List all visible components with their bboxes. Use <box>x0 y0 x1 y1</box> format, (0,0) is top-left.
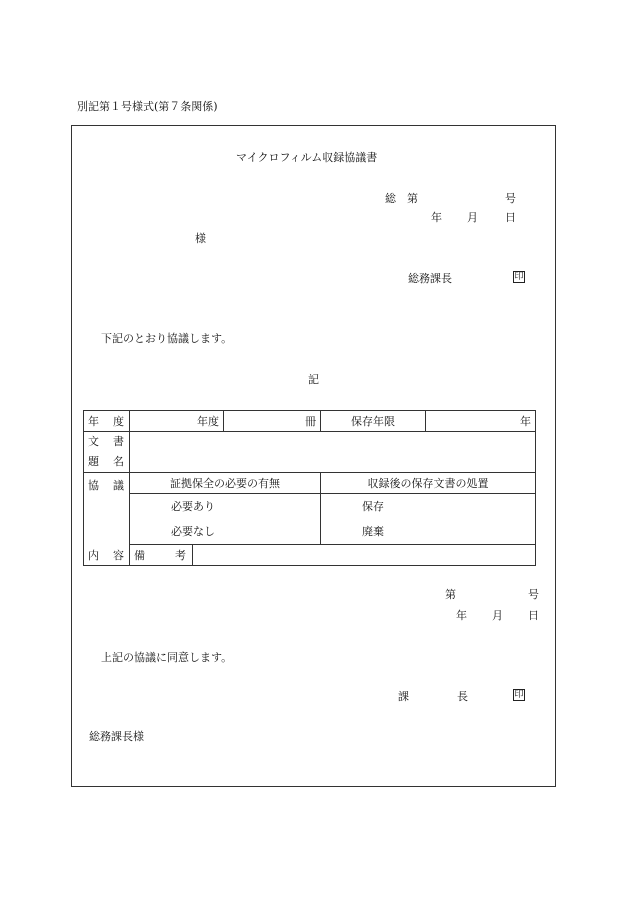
reply-date-year: 年 <box>456 609 467 622</box>
sender-title: 総務課長 <box>408 272 452 285</box>
reply-ref-go: 号 <box>528 588 539 601</box>
table-row-nendo <box>84 411 536 432</box>
table-row-biko <box>84 545 536 566</box>
label-naiyo <box>84 545 130 566</box>
label-sho: 書 <box>113 435 124 448</box>
satsu-unit: 冊 <box>305 415 316 428</box>
ref-prefix: 総 <box>385 192 396 205</box>
document-title-field[interactable] <box>130 432 536 473</box>
satsu-cell[interactable] <box>224 411 321 432</box>
label-biko <box>130 545 193 566</box>
reply-ka: 課 <box>398 690 409 703</box>
consent-text: 上記の協議に同意します。 <box>101 651 233 664</box>
hozon-label: 保存年限 <box>321 411 426 432</box>
label-gi: 議 <box>113 479 124 492</box>
label-bun: 文 <box>88 435 99 448</box>
nendo-unit: 年度 <box>197 415 219 428</box>
reply-ref-dai: 第 <box>445 588 456 601</box>
date-year: 年 <box>431 211 442 224</box>
label-document-title <box>84 432 130 473</box>
date-month: 月 <box>467 211 478 224</box>
application-table <box>83 410 536 566</box>
addressee-sama: 様 <box>195 232 206 245</box>
table-row-kyogi-header <box>84 473 536 494</box>
label-nendo-1: 年 <box>88 415 99 428</box>
ki-heading: 記 <box>308 373 319 386</box>
ref-go: 号 <box>505 192 516 205</box>
hozon-cell[interactable] <box>426 411 536 432</box>
label-mei: 名 <box>113 455 124 468</box>
form-title: マイクロフィルム収録協議書 <box>236 151 378 164</box>
disposal-options <box>321 494 536 545</box>
table-row-options <box>84 494 536 545</box>
label-you: 容 <box>113 548 124 562</box>
necessity-options <box>130 494 321 545</box>
nen-unit: 年 <box>520 415 531 428</box>
label-kyo: 協 <box>88 479 99 492</box>
ref-dai: 第 <box>407 192 418 205</box>
form-number-note: 別記第１号様式(第７条関係) <box>77 100 218 113</box>
nendo-cell[interactable] <box>130 411 224 432</box>
label-kyogi <box>84 473 130 545</box>
reply-cho: 長 <box>457 690 468 703</box>
reply-addressee: 総務課長様 <box>89 730 144 743</box>
date-day: 日 <box>505 211 516 224</box>
seal-stamp-2: 印 <box>514 690 524 700</box>
label-nai: 内 <box>88 548 99 562</box>
table-row-title <box>84 432 536 473</box>
option-needed[interactable]: 必要あり <box>171 500 215 513</box>
intro-text: 下記のとおり協議します。 <box>101 332 233 345</box>
option-not-needed[interactable]: 必要なし <box>171 525 215 538</box>
seal-stamp-1: 印 <box>514 272 524 282</box>
col-necessity-header: 証拠保全の必要の有無 <box>130 473 321 494</box>
col-disposal-header: 収録後の保存文書の処置 <box>321 473 536 494</box>
label-dai: 題 <box>88 455 99 468</box>
biko-field[interactable] <box>193 545 536 566</box>
label-nendo-2: 度 <box>113 415 124 428</box>
reply-date-month: 月 <box>492 609 503 622</box>
option-discard[interactable]: 廃棄 <box>362 525 384 538</box>
label-ko: 考 <box>175 549 186 562</box>
reply-date-day: 日 <box>528 609 539 622</box>
option-keep[interactable]: 保存 <box>362 500 384 513</box>
label-bi: 備 <box>134 549 145 562</box>
